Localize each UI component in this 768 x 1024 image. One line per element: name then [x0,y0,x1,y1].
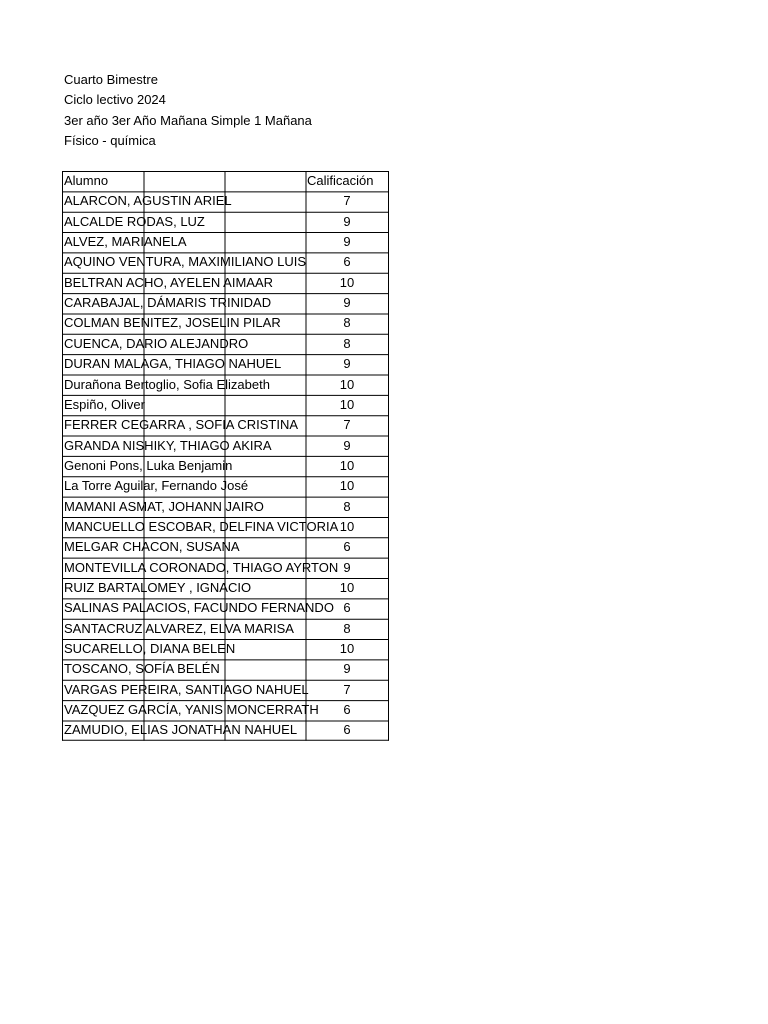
student-name: COLMAN BENITEZ, JOSELIN PILAR [64,315,281,331]
student-name: ALCALDE RODAS, LUZ [64,213,205,229]
student-grade: 6 [343,539,351,555]
student-name: SALINAS PALACIOS, FACUNDO FERNANDO [64,600,334,616]
course-name: 3er año 3er Año Mañana Simple 1 Mañana [64,112,312,128]
student-name: TOSCANO, SOFÍA BELÉN [64,661,220,677]
subject-name: Físico - química [64,133,156,149]
student-grade: 9 [343,234,351,250]
table-row [62,313,389,333]
student-grade: 10 [339,478,355,494]
student-name: MONTEVILLA CORONADO, THIAGO AYRTON [64,559,339,575]
student-name: SUCARELLO, DIANA BELEN [64,641,236,657]
student-grade: 6 [343,254,351,270]
table-row [62,659,389,679]
student-grade: 9 [343,295,351,311]
table-row [62,558,389,578]
student-grade: 7 [343,193,351,209]
table-row [62,273,389,293]
student-grade: 10 [339,518,355,534]
student-name: Espiño, Oliver [64,396,145,412]
table-row [62,293,389,313]
student-grade: 9 [343,213,351,229]
student-grade: 8 [343,315,351,331]
student-name: VAZQUEZ GARCÍA, YANIS MONCERRATH [64,702,319,718]
student-grade: 6 [343,722,351,738]
student-name: SANTACRUZ ALVAREZ, ELVA MARISA [64,620,294,636]
student-name: Genoni Pons, Luka Benjamin [64,457,233,473]
table-row [62,456,389,476]
student-grade: 10 [339,376,355,392]
student-name: GRANDA NISHIKY, THIAGO AKIRA [64,437,272,453]
student-name: ALVEZ, MARIANELA [64,234,187,250]
table-row [62,252,389,272]
student-grade: 6 [343,702,351,718]
table-row [62,436,389,456]
document-header [64,70,312,152]
table-row [62,415,389,435]
table-row [62,476,389,496]
student-name: CUENCA, DARIO ALEJANDRO [64,335,249,351]
student-grade: 9 [343,661,351,677]
student-name: CARABAJAL, DÁMARIS TRINIDAD [64,295,272,311]
table-row [62,375,389,395]
student-name: ZAMUDIO, ELIAS JONATHAN NAHUEL [64,722,298,738]
student-grade: 9 [343,356,351,372]
column-header-grade: Calificación [307,173,374,188]
table-row [62,497,389,517]
student-grade: 10 [339,580,355,595]
table-row [62,700,389,720]
student-name: Durañona Bertoglio, Sofia Elizabeth [64,376,270,392]
student-name: MANCUELLO ESCOBAR, DELFINA VICTORIA [64,518,339,534]
table-row [62,619,389,639]
student-grade: 9 [343,559,351,575]
student-name: DURAN MALAGA, THIAGO NAHUEL [64,356,282,372]
table-row [62,395,389,415]
table-row [62,598,389,618]
table-row [62,578,389,598]
student-grade: 8 [343,335,351,351]
student-grade: 10 [339,457,355,473]
student-grade: 10 [339,396,355,412]
student-grade: 7 [343,681,351,697]
table-row [62,191,389,211]
term-title: Cuarto Bimestre [64,72,158,87]
student-grade: 10 [339,641,355,657]
table-row [62,232,389,252]
student-grade: 8 [343,620,351,636]
grades-table [62,171,389,741]
student-name: FERRER CEGARRA , SOFIA CRISTINA [64,417,299,433]
column-header-student: Alumno [64,173,109,188]
table-row [62,212,389,232]
student-name: ALARCON, AGUSTIN ARIEL [64,193,232,209]
student-name: BELTRAN ACHO, AYELEN AIMAAR [64,274,274,290]
student-name: AQUINO VENTURA, MAXIMILIANO LUIS [64,254,306,270]
table-row [62,334,389,354]
student-grade: 6 [343,600,351,616]
table-row [62,720,389,740]
table-row [62,680,389,700]
table-row [62,639,389,659]
student-grade: 7 [343,417,351,433]
table-row [62,517,389,537]
student-name: MELGAR CHACON, SUSANA [64,539,240,555]
table-row [62,354,389,374]
school-year: Ciclo lectivo 2024 [64,92,166,108]
table-row [62,537,389,557]
student-grade: 9 [343,437,351,453]
student-name: VARGAS PEREIRA, SANTIAGO NAHUEL [64,681,309,697]
student-name: MAMANI ASMAT, JOHANN JAIRO [64,498,264,514]
student-grade: 8 [343,498,351,514]
student-grade: 10 [339,274,355,290]
student-name: RUIZ BARTALOMEY , IGNACIO [64,580,252,595]
student-name: La Torre Aguilar, Fernando José [64,478,249,494]
